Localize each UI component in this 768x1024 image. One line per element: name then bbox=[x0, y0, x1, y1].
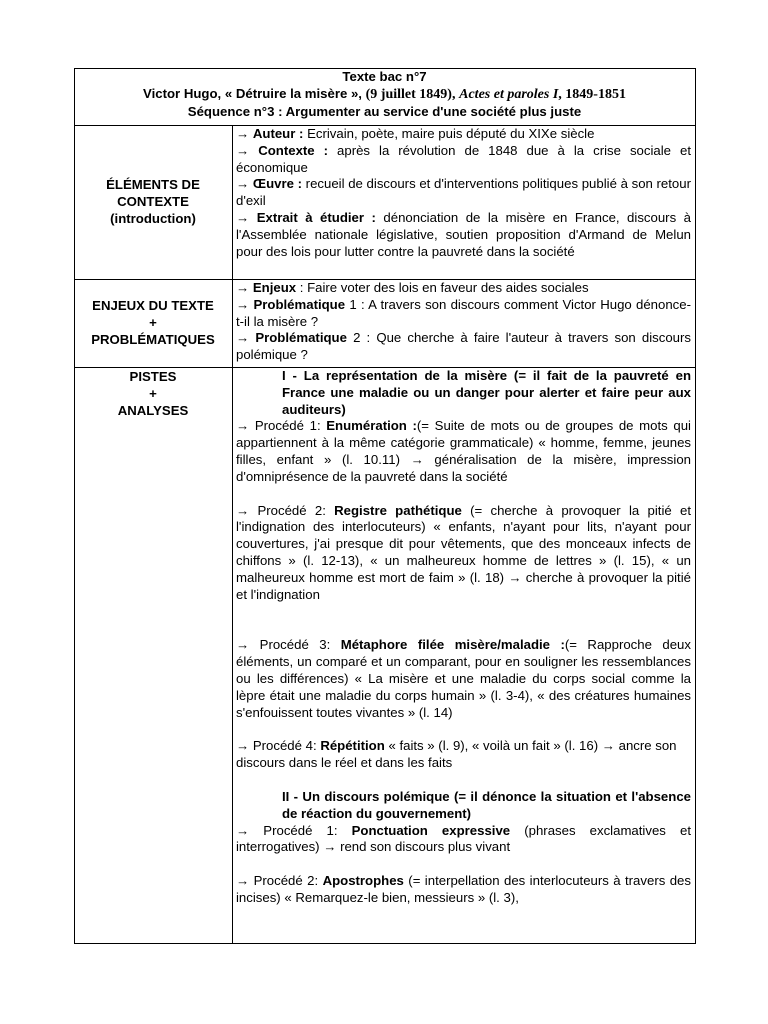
arrow-icon: → bbox=[236, 637, 260, 653]
procede-1 bbox=[236, 418, 691, 485]
procede-value: (= interpellation des interlocuteurs à travers des incises) « Remarquez-le bien, messieurs » (l. 3), bbox=[236, 873, 691, 905]
section-1-title: I - La représentation de la misère (= il fait de la pauvreté en France une maladie ou un danger pour alerter et faire peur aux auditeurs) bbox=[282, 368, 691, 417]
spacer bbox=[236, 772, 691, 789]
item-key: Problématique bbox=[255, 330, 347, 346]
header-subtitle bbox=[78, 86, 691, 104]
arrow-icon: → bbox=[236, 296, 254, 312]
label-contexte bbox=[75, 126, 233, 280]
spacer bbox=[236, 486, 691, 503]
spacer bbox=[236, 603, 691, 637]
item-key: Extrait à étudier : bbox=[256, 209, 376, 225]
header-row bbox=[75, 69, 696, 126]
label-enjeux bbox=[75, 280, 233, 368]
spacer bbox=[236, 721, 691, 738]
item-key: Problématique bbox=[253, 296, 346, 312]
header-date: (9 juillet 1849), bbox=[365, 86, 456, 102]
label-line: (introduction) bbox=[110, 210, 196, 226]
row-pistes bbox=[75, 368, 696, 944]
label-line: + bbox=[149, 385, 157, 401]
arrow-icon: → bbox=[236, 209, 257, 225]
label-line: PROBLÉMATIQUES bbox=[91, 331, 215, 347]
section-2-title: II - Un discours polémique (= il dénonce la situation et l'absence de réaction du gouvernement) bbox=[282, 788, 691, 821]
arrow-icon: → bbox=[236, 280, 253, 295]
label-line: ENJEUX DU TEXTE bbox=[92, 298, 214, 314]
item-value: Ecrivain, poète, maire puis député du XIXe siècle bbox=[303, 126, 595, 141]
label-line: ANALYSES bbox=[117, 402, 189, 418]
item-auteur bbox=[236, 126, 691, 143]
analysis-table bbox=[74, 68, 696, 944]
item-value: 2 : Que cherche à faire l'auteur à travers son discours polémique ? bbox=[236, 330, 691, 363]
content-contexte bbox=[233, 126, 696, 280]
procede-key: Enumération : bbox=[326, 418, 417, 434]
item-enjeux bbox=[236, 280, 691, 297]
procede-2 bbox=[236, 503, 691, 604]
item-key: Enjeux bbox=[252, 280, 297, 295]
item-key: Œuvre : bbox=[252, 176, 302, 192]
procede-prefix: Procédé 1: bbox=[254, 418, 327, 434]
procede-key: Apostrophes bbox=[322, 873, 404, 889]
procede-4 bbox=[236, 738, 691, 772]
label-line: PISTES bbox=[129, 369, 177, 384]
procede-value: (= cherche à provoquer la pitié et l'indignation des interlocuteurs) « enfants, n'ayant pour lits, n'ayant pour couvertures, j'ai presque dit pour vêtements, que des monceaux infects de chiffons » (l. 12-13), « un malheureux homme de lettres » (l. 15), « un malheureux homme est mort de faim » (l. 18) → cherche à provoquer la pitié et l'indignation bbox=[236, 502, 691, 602]
procede-value: « faits » (l. 9), « voilà un fait » (l. 16) → ancre son discours dans le réel et dans les faits bbox=[236, 738, 677, 771]
header-sequence: Séquence n°3 : Argumenter au service d'une société plus juste bbox=[187, 103, 582, 119]
procede-3 bbox=[236, 637, 691, 721]
label-pistes bbox=[75, 368, 233, 944]
content-pistes bbox=[233, 368, 696, 944]
item-value: dénonciation de la misère en France, discours à l'Assemblée nationale législative, soutien proposition d'Armand de Melun pour des lois pour lutter contre la pauvreté dans la société bbox=[236, 209, 691, 259]
content-enjeux bbox=[233, 280, 696, 368]
arrow-icon: → bbox=[236, 822, 264, 838]
arrow-icon: → bbox=[236, 176, 253, 192]
procede-value: (phrases exclamatives et interrogatives) → rend son discours plus vivant bbox=[236, 822, 691, 855]
header-work: Actes et paroles I bbox=[459, 86, 559, 102]
label-line: ÉLÉMENTS DE bbox=[106, 177, 200, 193]
item-problematique-2 bbox=[236, 330, 691, 364]
procede-key: Répétition bbox=[320, 738, 385, 754]
item-extrait bbox=[236, 210, 691, 260]
row-enjeux bbox=[75, 280, 696, 368]
procede-value: (= Rapproche deux éléments, un comparé et un comparant, pour en souligner les ressemblances ou les différences) « La misère et une maladie du corps social comme la lèpre était une maladie du corps humain » (l. 3-4), « des créatures humaines s'enfouissent toutes vivantes » (l. 14) bbox=[236, 637, 691, 720]
arrow-icon: → bbox=[236, 418, 255, 434]
procede-prefix: Procédé 2: bbox=[257, 502, 335, 518]
arrow-icon: → bbox=[236, 126, 253, 141]
arrow-icon: → bbox=[236, 330, 256, 346]
label-line: + bbox=[149, 315, 157, 331]
header-years: , 1849-1851 bbox=[558, 86, 626, 102]
header-title: Texte bac n°7 bbox=[342, 69, 427, 84]
procede-key: Registre pathétique bbox=[334, 502, 462, 518]
procede-2-2 bbox=[236, 873, 691, 907]
procede-prefix: Procédé 3: bbox=[259, 637, 341, 653]
spacer bbox=[236, 856, 691, 873]
procede-prefix: Procédé 1: bbox=[263, 822, 352, 838]
item-key: Auteur : bbox=[252, 126, 304, 141]
header-cell bbox=[75, 69, 696, 126]
procede-key: Ponctuation expressive bbox=[351, 822, 511, 838]
procede-prefix: Procédé 2: bbox=[253, 873, 323, 889]
arrow-icon: → bbox=[236, 502, 258, 518]
arrow-icon: → bbox=[236, 873, 254, 889]
procede-2-1 bbox=[236, 823, 691, 857]
procede-value: (= Suite de mots ou de groupes de mots qui appartiennent à la même catégorie grammaticale) « homme, femme, jeunes filles, enfant » (l. 10.11) → généralisation de la misère, impression d'omniprésence de la pauvreté dans la société bbox=[236, 418, 691, 484]
item-contexte bbox=[236, 143, 691, 177]
item-key: Contexte : bbox=[258, 142, 329, 158]
item-value: : Faire voter des lois en faveur des aides sociales bbox=[296, 280, 589, 295]
arrow-icon: → bbox=[236, 142, 259, 158]
item-value: 1 : A travers son discours comment Victor Hugo dénonce-t-il la misère ? bbox=[236, 296, 691, 329]
item-oeuvre bbox=[236, 176, 691, 210]
item-problematique-1 bbox=[236, 297, 691, 331]
label-line: CONTEXTE bbox=[117, 194, 189, 210]
procede-key: Métaphore filée misère/maladie : bbox=[340, 637, 565, 653]
item-value: après la révolution de 1848 due à la crise sociale et économique bbox=[236, 142, 692, 175]
arrow-icon: → bbox=[236, 738, 253, 754]
item-value: recueil de discours et d'interventions politiques publié à son retour d'exil bbox=[236, 176, 691, 209]
row-contexte bbox=[75, 126, 696, 280]
procede-prefix: Procédé 4: bbox=[252, 738, 321, 754]
header-author: Victor Hugo, « Détruire la misère », bbox=[143, 85, 362, 101]
